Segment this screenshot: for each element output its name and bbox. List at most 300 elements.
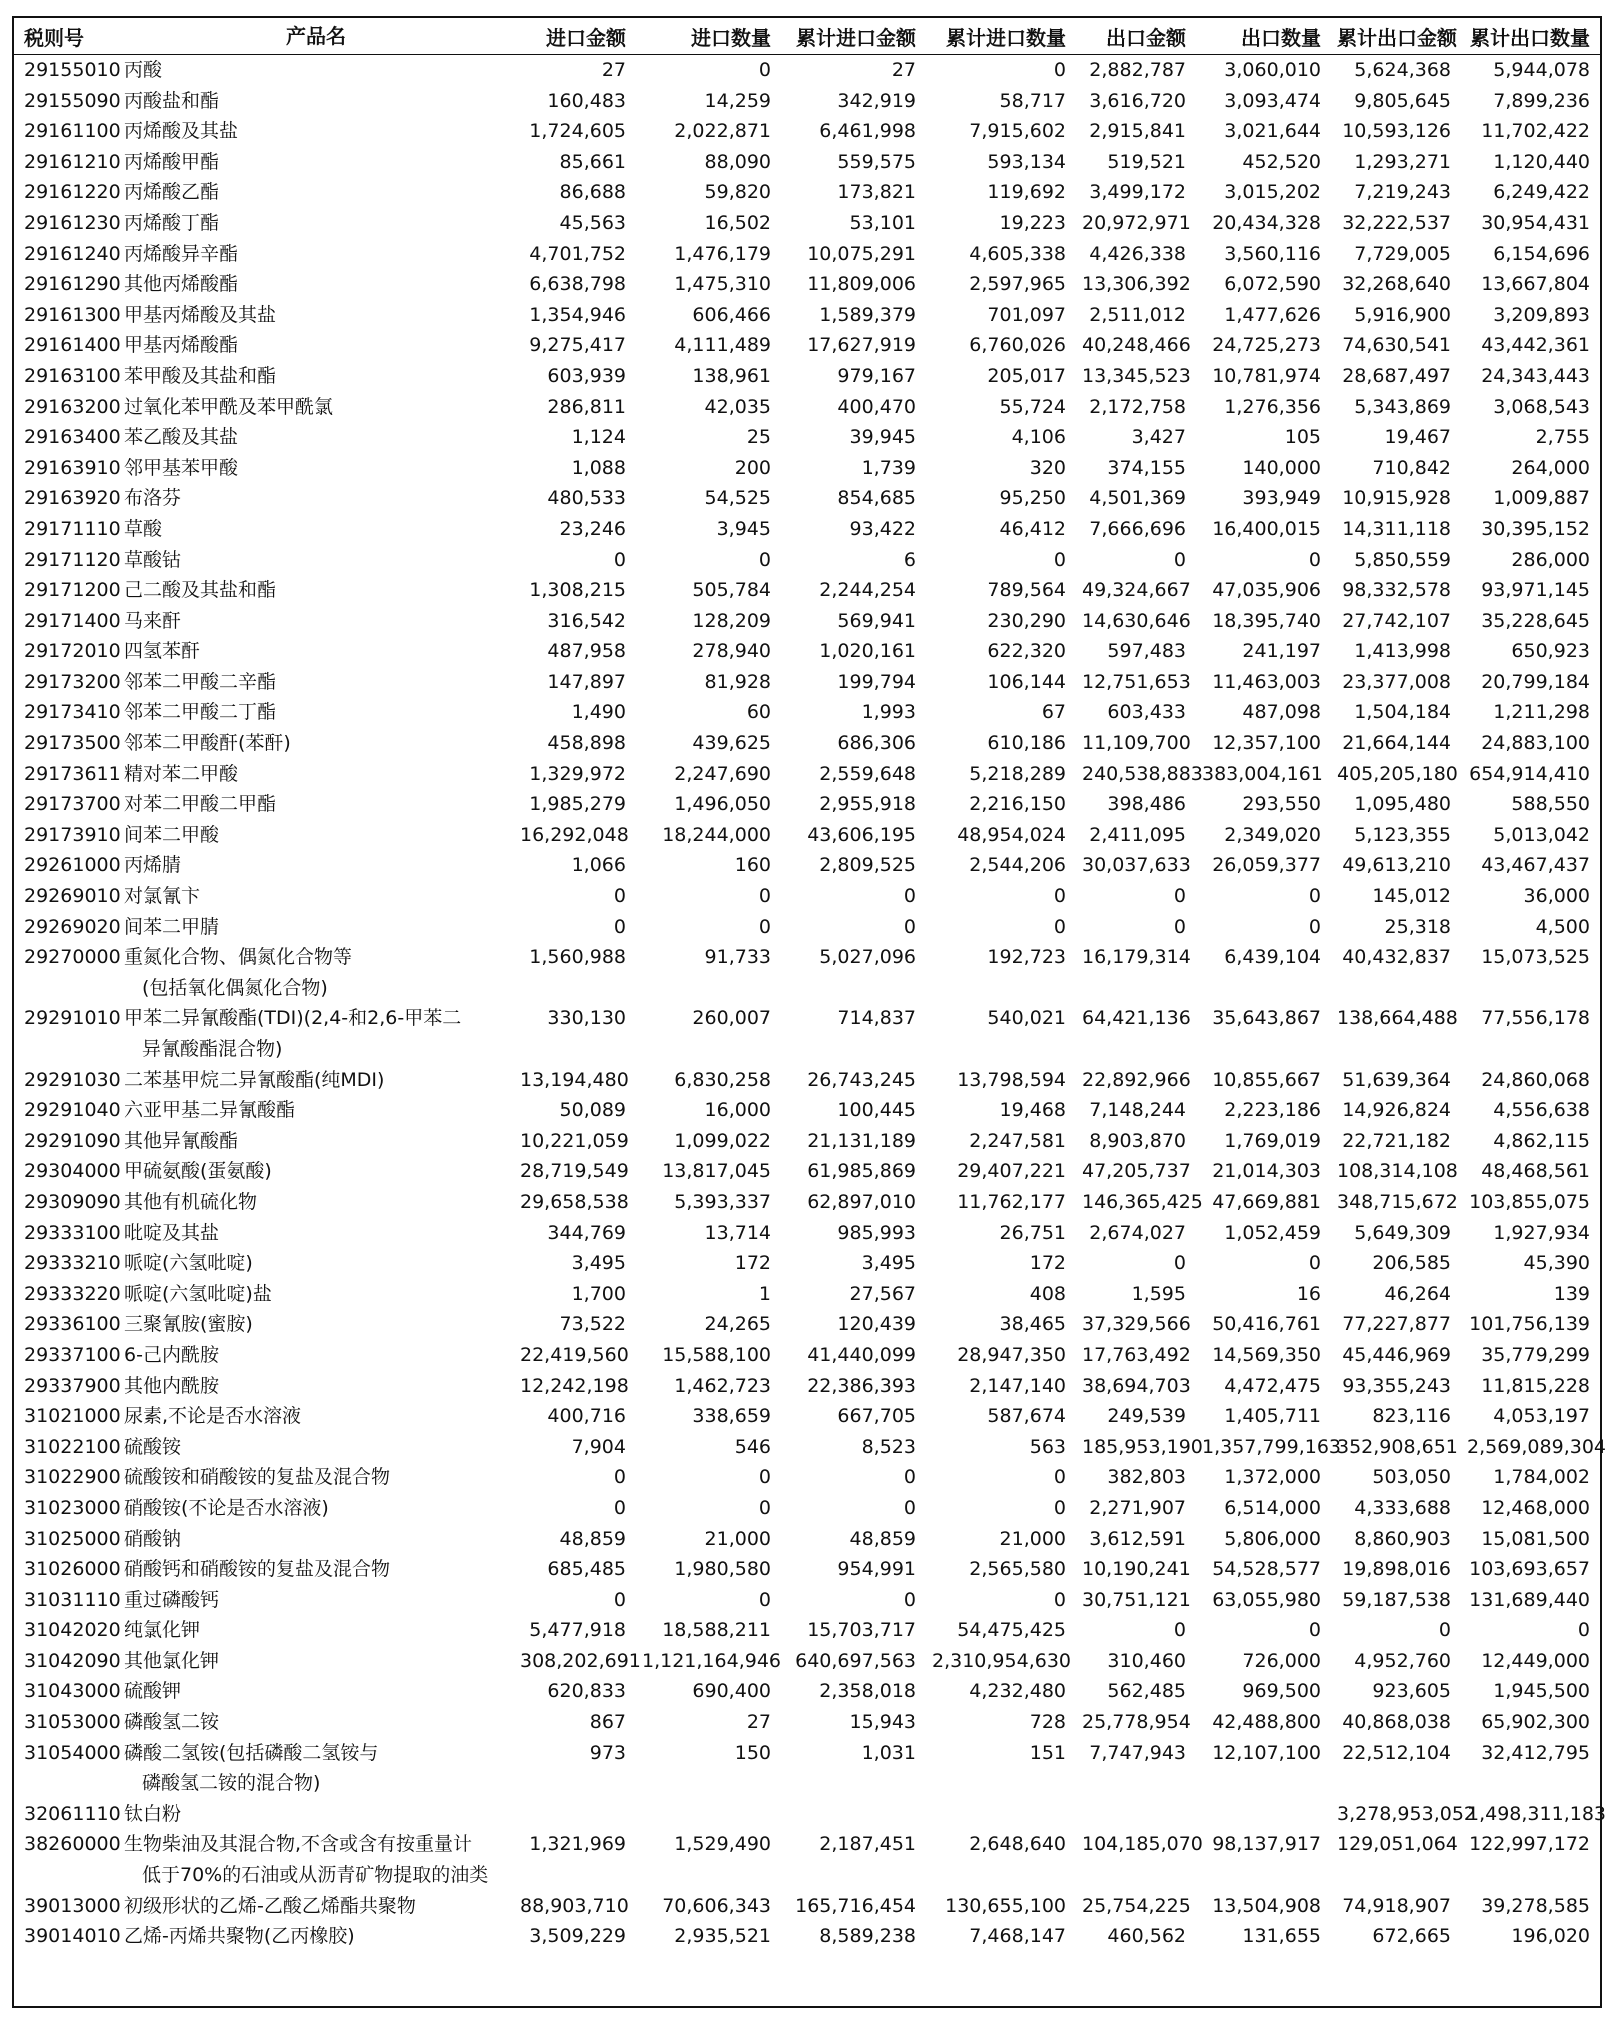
table-row: [14, 1401, 1600, 1432]
cumulative-import-quantity-cell: 0: [1053, 1466, 1066, 1489]
tariff-code-cell: 39014010: [24, 1925, 121, 1948]
export-quantity-cell: 2,223,186: [1224, 1099, 1321, 1122]
cumulative-import-quantity-cell: 2,216,150: [969, 793, 1066, 816]
export-quantity-cell: 10,855,667: [1212, 1068, 1321, 1091]
table-row: [14, 1921, 1600, 1952]
tariff-code-cell: 29171120: [24, 548, 121, 571]
product-name-line: 甲基丙烯酸及其盐: [124, 303, 277, 326]
product-name-cell: [118, 545, 514, 576]
export-amount-cell: 0: [1173, 885, 1186, 908]
import-quantity-cell: 27: [746, 1711, 771, 1734]
cumulative-import-quantity-cell: 38,465: [999, 1313, 1066, 1336]
export-amount-cell: 30,037,633: [1082, 854, 1191, 877]
cumulative-export-quantity-cell: 4,053,197: [1493, 1405, 1590, 1428]
product-name-line: 丙烯腈: [124, 854, 182, 877]
table-row: [14, 330, 1600, 361]
tariff-code-cell: 29161210: [24, 150, 121, 173]
product-name-cell: [118, 483, 514, 514]
cumulative-export-quantity-cell: 196,020: [1511, 1925, 1590, 1948]
table-row: [14, 147, 1600, 178]
product-name-cell: [118, 1371, 514, 1402]
export-quantity-cell: 969,500: [1242, 1680, 1321, 1703]
cumulative-import-amount-cell: 10,075,291: [807, 242, 916, 265]
import-quantity-cell: 14,259: [704, 89, 771, 112]
cumulative-import-quantity-cell: 21,000: [999, 1527, 1066, 1550]
cumulative-export-quantity-cell: 1,927,934: [1493, 1221, 1590, 1244]
export-amount-cell: 2,172,758: [1089, 395, 1186, 418]
table-row: [14, 942, 1600, 1003]
cumulative-export-amount-cell: 98,332,578: [1342, 579, 1451, 602]
product-name-continuation: (包括氧化偶氮化合物): [142, 976, 328, 999]
cumulative-import-amount-cell: 1,031: [861, 1741, 916, 1764]
cumulative-import-quantity-cell: 11,762,177: [957, 1190, 1066, 1213]
tariff-code-cell: 29173200: [24, 670, 121, 693]
import-amount-cell: 48,859: [559, 1527, 626, 1550]
tariff-code-cell: 29173500: [24, 732, 121, 755]
product-name-cell: [118, 208, 514, 239]
cumulative-import-amount-cell: 6: [903, 548, 916, 571]
tariff-code-cell: 29333220: [24, 1282, 121, 1305]
product-name-cell: [118, 759, 514, 790]
export-quantity-cell: 383,004,161: [1202, 762, 1323, 785]
cumulative-export-amount-cell: 710,842: [1372, 456, 1451, 479]
cumulative-export-amount-cell: 40,432,837: [1342, 946, 1451, 969]
cumulative-export-quantity-cell: 286,000: [1511, 548, 1590, 571]
cumulative-import-amount-cell: 667,705: [837, 1405, 916, 1428]
table-row: [14, 789, 1600, 820]
tariff-code-cell: 29173410: [24, 701, 121, 724]
export-quantity-cell: 12,357,100: [1212, 732, 1321, 755]
import-amount-cell: 0: [613, 885, 626, 908]
product-name-line: 丙烯酸及其盐: [124, 120, 239, 143]
cumulative-export-quantity-cell: 12,468,000: [1481, 1496, 1590, 1519]
product-name-line: 二苯基甲烷二异氰酸酯(纯MDI): [124, 1068, 385, 1091]
cumulative-import-amount-cell: 985,993: [837, 1221, 916, 1244]
cumulative-export-quantity-cell: 77,556,178: [1481, 1007, 1590, 1030]
cumulative-export-amount-cell: 51,639,364: [1342, 1068, 1451, 1091]
cumulative-export-quantity-cell: 30,954,431: [1481, 211, 1590, 234]
cumulative-export-amount-cell: 129,051,064: [1337, 1833, 1458, 1856]
export-quantity-cell: 1,357,799,163: [1202, 1435, 1342, 1458]
cumulative-import-amount-cell: 2,809,525: [819, 854, 916, 877]
export-quantity-cell: 452,520: [1242, 150, 1321, 173]
import-quantity-cell: 59,820: [704, 181, 771, 204]
import-quantity-cell: 546: [734, 1435, 771, 1458]
cumulative-import-amount-cell: 0: [903, 1466, 916, 1489]
product-name-cell: [118, 636, 514, 667]
product-name-line: 苯乙酸及其盐: [124, 426, 239, 449]
cumulative-export-quantity-cell: 1,120,440: [1493, 150, 1590, 173]
cumulative-export-quantity-cell: 32,412,795: [1481, 1741, 1590, 1764]
cumulative-import-amount-cell: 8,523: [861, 1435, 916, 1458]
import-amount-cell: 88,903,710: [520, 1894, 629, 1917]
cumulative-import-amount-cell: 2,358,018: [819, 1680, 916, 1703]
cumulative-export-amount-cell: 108,314,108: [1337, 1160, 1458, 1183]
import-amount-cell: 73,522: [559, 1313, 626, 1336]
cumulative-import-quantity-cell: 28,947,350: [957, 1343, 1066, 1366]
table-row: [14, 514, 1600, 545]
trade-table-frame: [12, 16, 1607, 2008]
table-row: [14, 881, 1600, 912]
cumulative-export-amount-cell: 5,850,559: [1354, 548, 1451, 571]
cumulative-export-quantity-cell: 65,902,300: [1481, 1711, 1590, 1734]
product-name-line: 四氢苯酐: [124, 640, 201, 663]
export-quantity-cell: 24,725,273: [1212, 334, 1321, 357]
product-name-cell: [118, 86, 514, 117]
export-amount-cell: 562,485: [1107, 1680, 1186, 1703]
table-row: [14, 116, 1600, 147]
tariff-code-cell: 29333210: [24, 1252, 121, 1275]
cumulative-export-amount-cell: 74,918,907: [1342, 1894, 1451, 1917]
tariff-code-cell: 29337100: [24, 1343, 121, 1366]
import-amount-cell: 1,321,969: [529, 1833, 626, 1856]
header-import-amount: 进口金额: [514, 18, 636, 55]
export-quantity-cell: 3,560,116: [1224, 242, 1321, 265]
cumulative-export-amount-cell: 5,649,309: [1354, 1221, 1451, 1244]
tariff-code-cell: 29304000: [24, 1160, 121, 1183]
cumulative-export-amount-cell: 14,311,118: [1342, 517, 1451, 540]
import-quantity-cell: 1,496,050: [674, 793, 771, 816]
import-quantity-cell: 1,121,164,946: [642, 1649, 782, 1672]
tariff-code-cell: 29269010: [24, 885, 121, 908]
export-quantity-cell: 35,643,867: [1212, 1007, 1321, 1030]
export-amount-cell: 2,915,841: [1089, 120, 1186, 143]
import-amount-cell: 29,658,538: [520, 1190, 629, 1213]
import-amount-cell: 22,419,560: [520, 1343, 629, 1366]
cumulative-export-amount-cell: 45,446,969: [1342, 1343, 1451, 1366]
tariff-code-cell: 31025000: [24, 1527, 121, 1550]
export-amount-cell: 40,248,466: [1082, 334, 1191, 357]
cumulative-export-amount-cell: 49,613,210: [1342, 854, 1451, 877]
product-name-cell: [118, 1585, 514, 1616]
product-name-cell: [118, 850, 514, 881]
cumulative-import-quantity-cell: 67: [1041, 701, 1066, 724]
export-amount-cell: 398,486: [1107, 793, 1186, 816]
tariff-code-cell: 29173910: [24, 823, 121, 846]
table-row: [14, 1738, 1600, 1799]
import-quantity-cell: 13,714: [704, 1221, 771, 1244]
import-quantity-cell: 81,928: [704, 670, 771, 693]
cumulative-export-quantity-cell: 11,815,228: [1481, 1374, 1590, 1397]
import-quantity-cell: 160: [734, 854, 771, 877]
cumulative-export-quantity-cell: 15,081,500: [1481, 1527, 1590, 1550]
cumulative-import-quantity-cell: 0: [1053, 1588, 1066, 1611]
import-quantity-cell: 138,961: [692, 364, 771, 387]
tariff-code-cell: 29309090: [24, 1190, 121, 1213]
cumulative-export-quantity-cell: 103,855,075: [1469, 1190, 1590, 1213]
cumulative-export-quantity-cell: 1,945,500: [1493, 1680, 1590, 1703]
cumulative-export-amount-cell: 352,908,651: [1337, 1435, 1458, 1458]
cumulative-import-amount-cell: 0: [903, 915, 916, 938]
cumulative-import-quantity-cell: 0: [1053, 915, 1066, 938]
export-amount-cell: 2,882,787: [1089, 59, 1186, 81]
import-quantity-cell: 16,000: [704, 1099, 771, 1122]
table-header: [14, 18, 1600, 55]
cumulative-export-amount-cell: 14,926,824: [1342, 1099, 1451, 1122]
cumulative-import-quantity-cell: 0: [1053, 59, 1066, 81]
table-row: [14, 269, 1600, 300]
export-amount-cell: 3,499,172: [1089, 181, 1186, 204]
export-quantity-cell: 293,550: [1242, 793, 1321, 816]
cumulative-export-amount-cell: 503,050: [1372, 1466, 1451, 1489]
export-quantity-cell: 3,093,474: [1224, 89, 1321, 112]
cumulative-export-quantity-cell: 4,862,115: [1493, 1129, 1590, 1152]
product-name-cell: [118, 239, 514, 270]
cumulative-export-amount-cell: 10,593,126: [1342, 120, 1451, 143]
cumulative-import-quantity-cell: 587,674: [987, 1405, 1066, 1428]
product-name-cell: [118, 1829, 514, 1890]
tariff-code-cell: 32061110: [24, 1802, 121, 1825]
table-row: [14, 1585, 1600, 1616]
product-name-line: 对氯氰卞: [124, 885, 201, 908]
export-quantity-cell: 6,072,590: [1224, 273, 1321, 296]
export-quantity-cell: 98,137,917: [1212, 1833, 1321, 1856]
product-name-line: 三聚氰胺(蜜胺): [124, 1313, 253, 1336]
product-name-line: 其他有机硫化物: [124, 1190, 258, 1213]
cumulative-import-amount-cell: 400,470: [837, 395, 916, 418]
import-amount-cell: 0: [613, 1496, 626, 1519]
import-amount-cell: 147,897: [547, 670, 626, 693]
cumulative-export-quantity-cell: 48,468,561: [1481, 1160, 1590, 1183]
export-amount-cell: 3,427: [1131, 426, 1186, 449]
table-row: [14, 453, 1600, 484]
cumulative-export-quantity-cell: 39,278,585: [1481, 1894, 1590, 1917]
import-quantity-cell: 54,525: [704, 487, 771, 510]
import-quantity-cell: 88,090: [704, 150, 771, 173]
product-name-line: 磷酸氢二铵: [124, 1711, 220, 1734]
cumulative-export-amount-cell: 348,715,672: [1337, 1190, 1458, 1213]
cumulative-export-quantity-cell: 7,899,236: [1493, 89, 1590, 112]
product-name-line: 生物柴油及其混合物,不含或含有按重量计: [124, 1833, 473, 1856]
cumulative-export-quantity-cell: 43,467,437: [1481, 854, 1590, 877]
cumulative-import-amount-cell: 0: [903, 885, 916, 908]
product-name-line: 苯甲酸及其盐和酯: [124, 364, 277, 387]
cumulative-import-amount-cell: 17,627,919: [807, 334, 916, 357]
cumulative-import-quantity-cell: 6,760,026: [969, 334, 1066, 357]
export-amount-cell: 2,511,012: [1089, 303, 1186, 326]
header-import-quantity: 进口数量: [636, 18, 781, 55]
product-name-continuation: 低于70%的石油或从沥青矿物提取的油类: [142, 1864, 489, 1887]
import-amount-cell: 867: [589, 1711, 626, 1734]
export-quantity-cell: 6,439,104: [1224, 946, 1321, 969]
tariff-code-cell: 31022900: [24, 1466, 121, 1489]
tariff-code-cell: 31043000: [24, 1680, 121, 1703]
cumulative-import-amount-cell: 27: [891, 59, 916, 81]
cumulative-import-amount-cell: 5,027,096: [819, 946, 916, 969]
cumulative-export-amount-cell: 5,916,900: [1354, 303, 1451, 326]
export-amount-cell: 47,205,737: [1082, 1160, 1191, 1183]
cumulative-import-amount-cell: 954,991: [837, 1558, 916, 1581]
export-amount-cell: 22,892,966: [1082, 1068, 1191, 1091]
import-amount-cell: 23,246: [559, 517, 626, 540]
table-row: [14, 1218, 1600, 1249]
import-quantity-cell: 260,007: [692, 1007, 771, 1030]
import-amount-cell: 458,898: [547, 732, 626, 755]
cumulative-import-amount-cell: 0: [903, 1496, 916, 1519]
export-amount-cell: 7,148,244: [1089, 1099, 1186, 1122]
import-quantity-cell: 91,733: [704, 946, 771, 969]
import-amount-cell: 4,701,752: [529, 242, 626, 265]
cumulative-import-quantity-cell: 4,232,480: [969, 1680, 1066, 1703]
export-amount-cell: 0: [1173, 548, 1186, 571]
product-name-cell: [118, 606, 514, 637]
export-amount-cell: 25,754,225: [1082, 1894, 1191, 1917]
header-tariff-code: 税则号: [14, 18, 118, 55]
cumulative-import-amount-cell: 686,306: [837, 732, 916, 755]
product-name-cell: [118, 1799, 514, 1830]
import-amount-cell: 487,958: [547, 640, 626, 663]
product-name-line: 其他氯化钾: [124, 1649, 220, 1672]
cumulative-import-quantity-cell: 4,605,338: [969, 242, 1066, 265]
product-name-cell: [118, 789, 514, 820]
tariff-code-cell: 29333100: [24, 1221, 121, 1244]
import-amount-cell: 13,194,480: [520, 1068, 629, 1091]
tariff-code-cell: 29291090: [24, 1129, 121, 1152]
cumulative-import-quantity-cell: 0: [1053, 548, 1066, 571]
product-name-cell: [118, 1615, 514, 1646]
cumulative-import-quantity-cell: 54,475,425: [957, 1619, 1066, 1642]
cumulative-import-quantity-cell: 610,186: [987, 732, 1066, 755]
import-amount-cell: 1,066: [571, 854, 626, 877]
table-row: [14, 759, 1600, 790]
cumulative-import-quantity-cell: 2,565,580: [969, 1558, 1066, 1581]
product-name-cell: [118, 514, 514, 545]
cumulative-export-quantity-cell: 2,755: [1535, 426, 1590, 449]
product-name-cell: [118, 942, 514, 1003]
product-name-cell: [118, 55, 514, 86]
import-amount-cell: 308,202,691: [520, 1649, 641, 1672]
tariff-code-cell: 31031110: [24, 1588, 121, 1611]
product-name-cell: [118, 330, 514, 361]
cumulative-export-quantity-cell: 35,228,645: [1481, 609, 1590, 632]
product-name-line: 其他异氰酸酯: [124, 1129, 239, 1152]
import-amount-cell: 86,688: [559, 181, 626, 204]
cumulative-export-quantity-cell: 36,000: [1523, 885, 1590, 908]
cumulative-import-amount-cell: 173,821: [837, 181, 916, 204]
product-name-line: 邻苯二甲酸二辛酯: [124, 670, 277, 693]
cumulative-export-amount-cell: 10,915,928: [1342, 487, 1451, 510]
import-amount-cell: 344,769: [547, 1221, 626, 1244]
table-row: [14, 422, 1600, 453]
export-quantity-cell: 2,349,020: [1224, 823, 1321, 846]
product-name-line: 重过磷酸钙: [124, 1588, 220, 1611]
import-quantity-cell: 128,209: [692, 609, 771, 632]
cumulative-export-quantity-cell: 4,556,638: [1493, 1099, 1590, 1122]
cumulative-export-amount-cell: 823,116: [1372, 1405, 1451, 1428]
cumulative-import-amount-cell: 1,739: [861, 456, 916, 479]
cumulative-export-quantity-cell: 139: [1553, 1282, 1590, 1305]
table-row: [14, 1799, 1600, 1830]
export-quantity-cell: 42,488,800: [1212, 1711, 1321, 1734]
export-amount-cell: 2,271,907: [1089, 1496, 1186, 1519]
table-row: [14, 1187, 1600, 1218]
export-amount-cell: 597,483: [1107, 640, 1186, 663]
cumulative-export-amount-cell: 21,664,144: [1342, 732, 1451, 755]
export-amount-cell: 12,751,653: [1082, 670, 1191, 693]
cumulative-export-amount-cell: 0: [1438, 1619, 1451, 1642]
export-amount-cell: 38,694,703: [1082, 1374, 1191, 1397]
import-quantity-cell: 1,099,022: [674, 1129, 771, 1152]
import-amount-cell: 1,490: [571, 701, 626, 724]
product-name-line: 哌啶(六氢吡啶): [124, 1252, 253, 1275]
import-quantity-cell: 439,625: [692, 732, 771, 755]
export-quantity-cell: 26,059,377: [1212, 854, 1321, 877]
table-row: [14, 1615, 1600, 1646]
import-amount-cell: 160,483: [547, 89, 626, 112]
cumulative-export-amount-cell: 23,377,008: [1342, 670, 1451, 693]
table-row: [14, 1707, 1600, 1738]
import-quantity-cell: 606,466: [692, 303, 771, 326]
export-quantity-cell: 0: [1308, 1252, 1321, 1275]
table-row: [14, 1309, 1600, 1340]
export-amount-cell: 374,155: [1107, 456, 1186, 479]
export-amount-cell: 240,538,883: [1082, 762, 1203, 785]
import-quantity-cell: 0: [758, 548, 771, 571]
export-amount-cell: 10,190,241: [1082, 1558, 1191, 1581]
export-quantity-cell: 16,400,015: [1212, 517, 1321, 540]
export-amount-cell: 310,460: [1107, 1649, 1186, 1672]
product-name-cell: [118, 1891, 514, 1922]
product-name-cell: [118, 1003, 514, 1064]
tariff-code-cell: 29270000: [24, 946, 121, 969]
table-body: [14, 55, 1607, 1952]
cumulative-import-quantity-cell: 593,134: [987, 150, 1066, 173]
export-quantity-cell: 47,669,881: [1212, 1190, 1321, 1213]
import-quantity-cell: 1,475,310: [674, 273, 771, 296]
product-name-line: 初级形状的乙烯-乙酸乙烯酯共聚物: [124, 1894, 416, 1917]
product-name-line: 马来酐: [124, 609, 182, 632]
cumulative-import-amount-cell: 41,440,099: [807, 1343, 916, 1366]
cumulative-import-amount-cell: 61,985,869: [807, 1160, 916, 1183]
cumulative-export-quantity-cell: 30,395,152: [1481, 517, 1590, 540]
export-amount-cell: 0: [1173, 1619, 1186, 1642]
import-quantity-cell: 1,529,490: [674, 1833, 771, 1856]
table-row: [14, 912, 1600, 943]
product-name-line: 对苯二甲酸二甲酯: [124, 793, 277, 816]
export-quantity-cell: 54,528,577: [1212, 1558, 1321, 1581]
table-row: [14, 667, 1600, 698]
cumulative-export-amount-cell: 923,605: [1372, 1680, 1451, 1703]
cumulative-export-amount-cell: 46,264: [1384, 1282, 1451, 1305]
tariff-code-cell: 29171400: [24, 609, 121, 632]
tariff-code-cell: 29161230: [24, 211, 121, 234]
cumulative-import-quantity-cell: 26,751: [999, 1221, 1066, 1244]
tariff-code-cell: 29163920: [24, 487, 121, 510]
product-name-line: 间苯二甲腈: [124, 915, 220, 938]
cumulative-import-quantity-cell: 55,724: [999, 395, 1066, 418]
import-amount-cell: 50,089: [559, 1099, 626, 1122]
import-amount-cell: 7,904: [571, 1435, 626, 1458]
cumulative-export-quantity-cell: 3,209,893: [1493, 303, 1590, 326]
product-name-continuation: 异氰酸酯混合物): [142, 1038, 283, 1060]
cumulative-export-amount-cell: 74,630,541: [1342, 334, 1451, 357]
import-amount-cell: 0: [613, 548, 626, 571]
export-amount-cell: 8,903,870: [1089, 1129, 1186, 1152]
product-name-line: 过氧化苯甲酰及苯甲酰氯: [124, 395, 334, 418]
import-quantity-cell: 16,502: [704, 211, 771, 234]
import-amount-cell: 1,724,605: [529, 120, 626, 143]
product-name-cell: [118, 1646, 514, 1677]
import-amount-cell: 1,985,279: [529, 793, 626, 816]
import-quantity-cell: 6,830,258: [674, 1068, 771, 1091]
import-amount-cell: 286,811: [547, 395, 626, 418]
cumulative-import-amount-cell: 1,020,161: [819, 640, 916, 663]
import-amount-cell: 1,124: [571, 426, 626, 449]
tariff-code-cell: 29161100: [24, 120, 121, 143]
export-quantity-cell: 1,372,000: [1224, 1466, 1321, 1489]
cumulative-export-amount-cell: 27,742,107: [1342, 609, 1451, 632]
cumulative-import-amount-cell: 714,837: [837, 1007, 916, 1030]
